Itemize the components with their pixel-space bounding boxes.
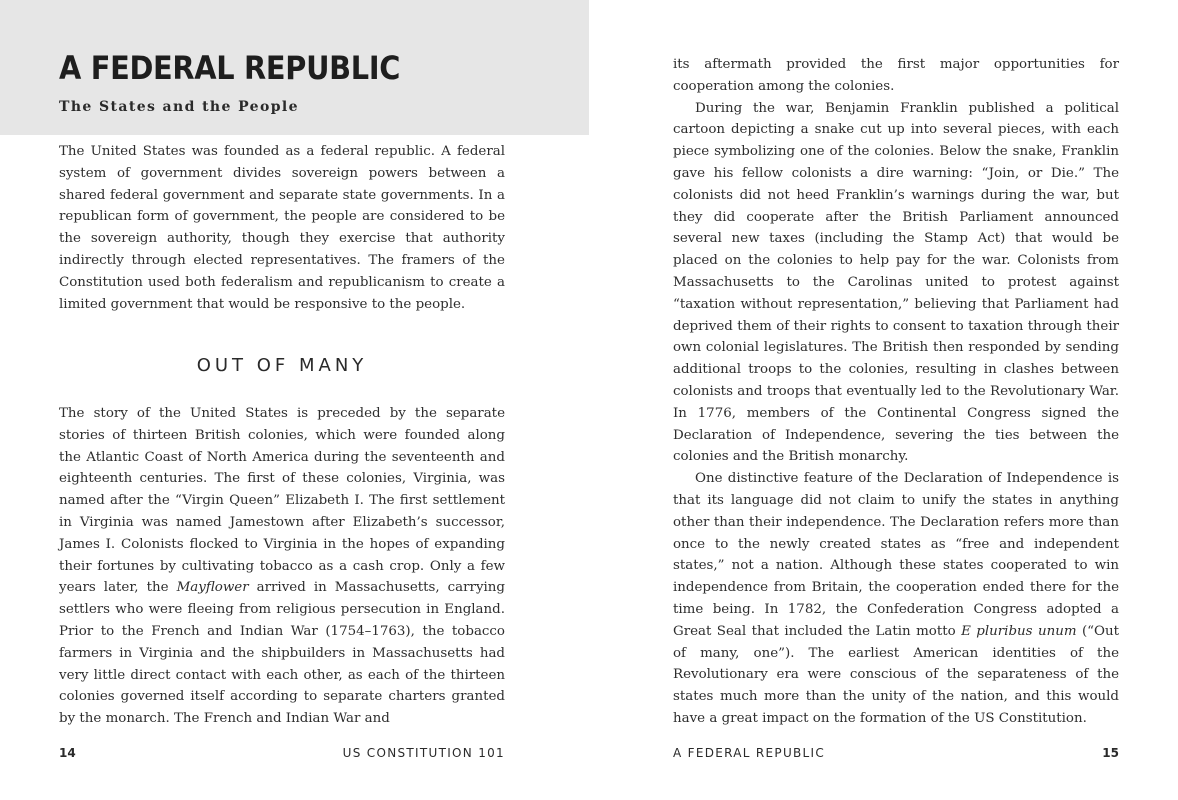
- continuation-paragraph: its aftermath provided the first major opportunities for cooperation among the colonies.: [673, 57, 1119, 94]
- intro-text-block: [59, 141, 505, 315]
- chapter-subtitle: The States and the People: [59, 99, 299, 115]
- intro-paragraph: The United States was founded as a federal republic. A federal system of government divides sovereign powers between a shared federal government and separate state governments. In a republican form of government, the people are considered to be the sovereign authority, though they exercise that authority indirectly through elected representatives. The framers of the Constitution used both federalism and republicanism to create a limited government that would be responsive to the people.: [59, 144, 505, 312]
- colonies-paragraph: [59, 403, 505, 730]
- motto-italic: E pluribus unum: [961, 623, 1077, 639]
- right-running-head: A FEDERAL REPUBLIC: [673, 746, 826, 760]
- chapter-header-band: [0, 0, 589, 135]
- left-page-number: 14: [59, 746, 76, 760]
- right-page: [589, 0, 1178, 800]
- colonies-text-part-2: arrived in Massachusetts, carrying settlers who were fleeing from religious persecution in England. Prior to the French and Indian War (1754–1763), the tobacco farmers in Virginia and the shipbuilders in Massachusetts had very little direct contact with each other, as each of the thirteen colonies governed itself according to separate charters granted by the monarch. The French and Indian War and: [59, 580, 505, 727]
- declaration-text-part-1: One distinctive feature of the Declaration of Independence is that its language did not claim to unify the states in anything other than their independence. The Declaration refers more than once to the newly created states as “free and independent states,” not a nation. Although these states cooperated to win independence from Britain, the cooperation ended there for the time being. In 1782, the Confederation Congress adopted a Great Seal that included the Latin motto: [673, 471, 1119, 639]
- franklin-paragraph: During the war, Benjamin Franklin published a political cartoon depicting a snake cut up into several pieces, with each piece symbolizing one of the colonies. Below the snake, Franklin gave his fellow colonists a dire warning: “Join, or Die.” The colonists did not heed Franklin’s warnings during the war, but they did cooperate after the British Parliament announced several new taxes (including the Stamp Act) that would be placed on the colonies to help pay for the war. Colonists from Massachusetts to the Carolinas united to protest against “taxation without representation,” believing that Parliament had deprived them of their rights to consent to taxation through their own colonial legislatures. The British then responded by sending additional troops to the colonies, resulting in clashes between colonists and troops that eventually led to the Revolutionary War. In 1776, members of the Continental Congress signed the Declaration of Independence, severing the ties between the colonies and the British monarchy.: [673, 100, 1119, 465]
- chapter-title: A FEDERAL REPUBLIC: [59, 49, 401, 87]
- mayflower-italic: Mayflower: [176, 580, 249, 596]
- section-text-block: [59, 403, 505, 730]
- right-text-block: [673, 54, 1119, 730]
- left-running-head: US CONSTITUTION 101: [342, 746, 505, 760]
- declaration-text-part-2: (“Out of many, one”). The earliest American identities of the Revolutionary era were conscious of the separateness of the states much more than the unity of the nation, and this would have a great impact on the formation of the US Constitution.: [673, 623, 1120, 726]
- right-page-number: 15: [1102, 746, 1119, 760]
- colonies-text-part-1: The story of the United States is preceded by the separate stories of thirteen British colonies, which were founded along the Atlantic Coast of North America during the seventeenth and eighteenth centuries. The first of these colonies, Virginia, was named after the “Virgin Queen” Elizabeth I. The first settlement in Virginia was named Jamestown after Elizabeth’s successor, James I. Colonists flocked to Virginia in the hopes of expanding their fortunes by cultivating tobacco as a cash crop. Only a few years later, the: [59, 406, 505, 596]
- section-heading: OUT OF MANY: [196, 355, 368, 376]
- declaration-paragraph: [673, 468, 1119, 730]
